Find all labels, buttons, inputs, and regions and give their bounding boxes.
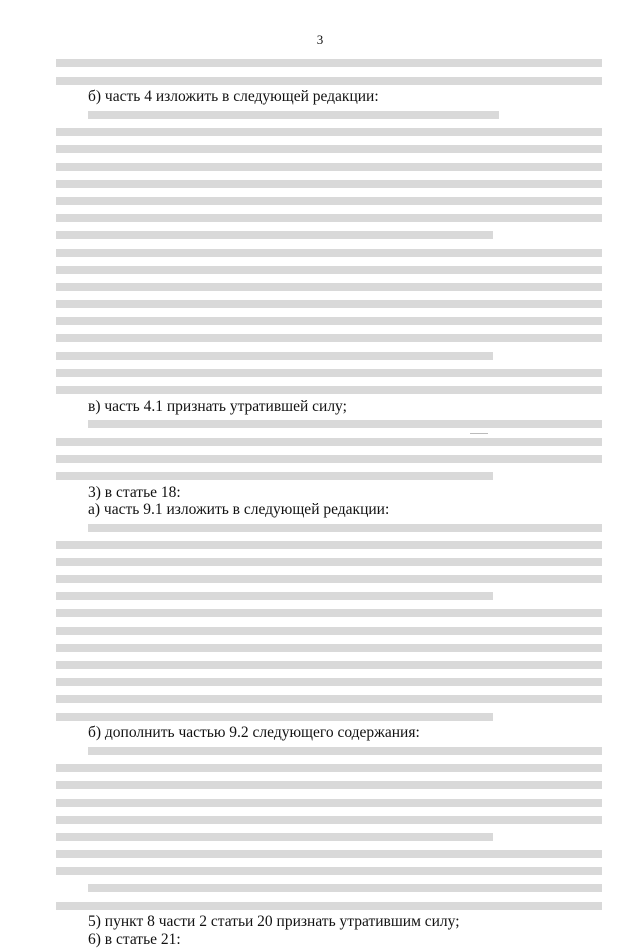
illegible-line-placeholder (56, 541, 602, 549)
text-line (56, 742, 602, 759)
illegible-line-placeholder (56, 695, 602, 703)
illegible-line-placeholder (56, 283, 602, 291)
illegible-line-placeholder (88, 524, 602, 532)
text-line (56, 54, 602, 71)
illegible-line-placeholder (56, 472, 493, 480)
text-line (56, 363, 602, 380)
text-line (56, 123, 602, 140)
illegible-line-placeholder (56, 145, 602, 153)
text-line (56, 295, 602, 312)
page-number: 3 (316, 32, 324, 47)
text-line (56, 570, 602, 587)
text-line (56, 209, 602, 226)
illegible-line-placeholder (56, 369, 602, 377)
illegible-line-placeholder (56, 781, 602, 789)
illegible-line-placeholder (56, 764, 602, 772)
text-line (56, 312, 602, 329)
illegible-line-placeholder (56, 163, 602, 171)
text-line (56, 638, 602, 655)
text-line (56, 845, 602, 862)
text-line (56, 793, 602, 810)
text-line (56, 346, 602, 363)
illegible-line-placeholder (56, 609, 602, 617)
text-line: б) дополнить частью 9.2 следующего содержания: (88, 724, 420, 742)
text-line (56, 690, 602, 707)
text-line (56, 243, 602, 260)
illegible-line-placeholder (56, 180, 602, 188)
illegible-line-placeholder (56, 300, 602, 308)
text-line (56, 381, 602, 398)
illegible-line-placeholder (56, 816, 602, 824)
text-line (56, 535, 602, 552)
illegible-line-placeholder (56, 334, 602, 342)
text-line (56, 759, 602, 776)
illegible-line-placeholder (56, 592, 493, 600)
illegible-line-placeholder (56, 59, 602, 67)
text-line (56, 140, 602, 157)
text-line (56, 673, 602, 690)
illegible-line-placeholder (56, 77, 602, 85)
illegible-line-placeholder (56, 575, 602, 583)
text-line (56, 415, 602, 432)
text-line (56, 449, 602, 466)
text-line: 5) пункт 8 части 2 статьи 20 признать утратившим силу; (88, 913, 460, 931)
text-line (56, 157, 602, 174)
text-line (56, 776, 602, 793)
illegible-line-placeholder (88, 420, 602, 428)
illegible-line-placeholder (56, 799, 602, 807)
illegible-line-placeholder (56, 231, 493, 239)
text-line: 3) в статье 18: (88, 483, 181, 501)
illegible-line-placeholder (88, 884, 602, 892)
illegible-line-placeholder (56, 317, 602, 325)
text-line (56, 174, 602, 191)
illegible-line-placeholder (56, 627, 602, 635)
text-line (56, 879, 602, 896)
text-line (56, 621, 602, 638)
document-body (56, 54, 602, 948)
text-line (56, 192, 602, 209)
illegible-line-placeholder (56, 678, 602, 686)
illegible-line-placeholder (56, 455, 602, 463)
text-line (56, 656, 602, 673)
text-line: б) часть 4 изложить в следующей редакции: (88, 88, 379, 106)
illegible-line-placeholder (56, 713, 493, 721)
illegible-line-placeholder (56, 438, 602, 446)
text-line (56, 587, 602, 604)
illegible-line-placeholder (56, 197, 602, 205)
illegible-line-placeholder (56, 352, 493, 360)
illegible-line-placeholder (56, 214, 602, 222)
illegible-line-placeholder (56, 249, 602, 257)
text-line (56, 106, 602, 123)
text-line: 6) в статье 21: (88, 930, 181, 948)
illegible-line-placeholder (56, 867, 602, 875)
scan-mark (470, 433, 488, 434)
illegible-line-placeholder (56, 128, 602, 136)
illegible-line-placeholder (56, 386, 602, 394)
text-line (56, 260, 602, 277)
illegible-line-placeholder (56, 661, 602, 669)
illegible-line-placeholder (88, 111, 499, 119)
text-line (56, 467, 602, 484)
text-line (56, 329, 602, 346)
illegible-line-placeholder (88, 747, 602, 755)
text-line (56, 432, 602, 449)
text-line (56, 827, 602, 844)
text-line (56, 810, 602, 827)
illegible-line-placeholder (56, 266, 602, 274)
text-line (56, 604, 602, 621)
text-line (56, 71, 602, 88)
illegible-line-placeholder (56, 833, 493, 841)
text-line (56, 552, 602, 569)
text-line (56, 518, 602, 535)
illegible-line-placeholder (56, 850, 602, 858)
illegible-line-placeholder (56, 902, 602, 910)
text-line (56, 277, 602, 294)
text-line: а) часть 9.1 изложить в следующей редакции: (88, 500, 390, 518)
text-line (56, 862, 602, 879)
illegible-line-placeholder (56, 644, 602, 652)
illegible-line-placeholder (56, 558, 602, 566)
text-line: в) часть 4.1 признать утратившей силу; (88, 397, 347, 415)
text-line (56, 707, 602, 724)
text-line (56, 226, 602, 243)
